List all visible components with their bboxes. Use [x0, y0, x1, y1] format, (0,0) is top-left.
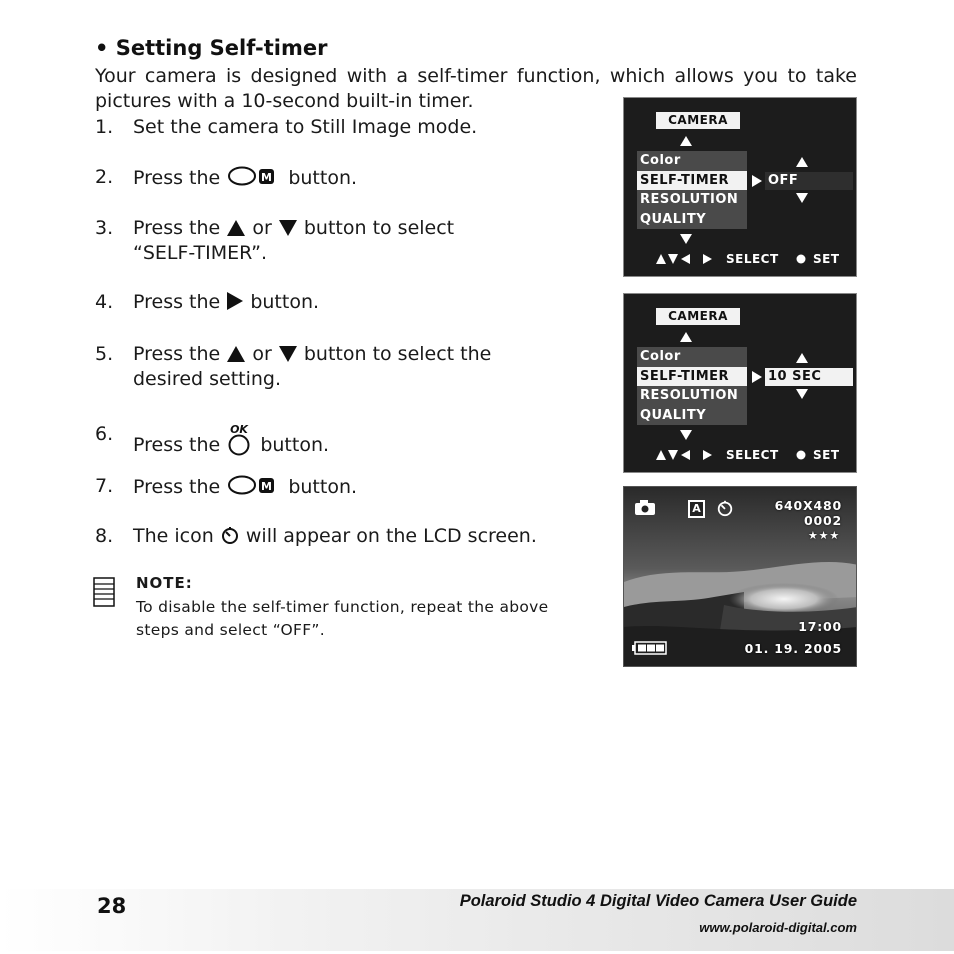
step-text: desired setting. [133, 368, 282, 390]
menu-item-quality: QUALITY [640, 211, 707, 227]
date-readout: 01. 19. 2005 [744, 641, 842, 656]
step-number: 6. [95, 423, 114, 445]
section-title: • Setting Self-timer [95, 36, 328, 60]
ok-button-icon [226, 422, 254, 456]
down-arrow-icon [680, 234, 692, 244]
down-arrow-icon [278, 219, 298, 237]
step-text: or [252, 217, 272, 239]
step-number: 7. [95, 475, 114, 497]
lcd-photo-preview [623, 486, 857, 667]
right-arrow-icon [752, 175, 762, 187]
set-label: SET [813, 252, 840, 266]
select-label: SELECT [726, 252, 779, 266]
step-text: Press the [133, 476, 221, 498]
step-number: 3. [95, 217, 114, 239]
step-text: button. [288, 167, 358, 189]
step-text: button. [250, 291, 320, 313]
menu-button-icon [226, 165, 282, 187]
note-text: To disable the self-timer function, repeat the above steps and select “OFF”. [136, 598, 549, 639]
step-number: 4. [95, 291, 114, 313]
right-arrow-icon [226, 291, 244, 311]
guide-url[interactable]: www.polaroid-digital.com [699, 920, 857, 935]
up-arrow-icon [796, 353, 808, 363]
svg-text:OK: OK [230, 423, 249, 436]
note-heading: NOTE: [136, 574, 193, 592]
down-arrow-icon [796, 389, 808, 399]
down-arrow-icon [796, 193, 808, 203]
step-text: Press the [133, 434, 221, 456]
menu-item-color: Color [640, 153, 681, 168]
lcd-menu-screen-10sec [623, 293, 857, 473]
ok-dot-icon [796, 254, 806, 264]
step-text: button to select [303, 217, 455, 239]
menu-button-icon [226, 474, 282, 496]
down-arrow-icon [680, 430, 692, 440]
guide-title: Polaroid Studio 4 Digital Video Camera User Guide [459, 892, 857, 910]
step-text: Set the camera to Still Image mode. [133, 116, 478, 138]
right-arrow-icon [752, 371, 762, 383]
up-arrow-icon [226, 219, 246, 237]
up-arrow-icon [680, 136, 692, 146]
select-label: SELECT [726, 448, 779, 462]
svg-text:M: M [261, 171, 273, 184]
step-text: Press the [133, 167, 221, 189]
ok-dot-icon [796, 450, 806, 460]
menu-list [637, 151, 747, 229]
menu-list [637, 347, 747, 425]
intro-paragraph: Your camera is designed with a self-timer function, which allows you to take pictures with a 10-second built-in timer. [95, 65, 857, 112]
menu-item-color: Color [640, 349, 681, 364]
note-icon [92, 576, 116, 608]
step-text: Press the [133, 217, 221, 239]
option-value: 10 SEC [765, 368, 853, 386]
step-number: 2. [95, 166, 114, 188]
set-label: SET [813, 448, 840, 462]
resolution-readout: 640X480 [774, 498, 842, 513]
step-text: button. [288, 476, 358, 498]
auto-mode-letter: A [690, 502, 703, 516]
auto-mode-icon [688, 500, 705, 518]
down-arrow-icon [278, 345, 298, 363]
menu-item-self-timer: SELF-TIMER [637, 367, 747, 387]
up-arrow-icon [226, 345, 246, 363]
step-text: will appear on the LCD screen. [245, 525, 537, 547]
menu-item-self-timer: SELF-TIMER [637, 171, 747, 191]
self-timer-icon [220, 525, 240, 545]
step-number: 5. [95, 343, 114, 365]
up-arrow-icon [796, 157, 808, 167]
step-text: “SELF-TIMER”. [133, 242, 268, 264]
step-text: or [252, 343, 272, 365]
step-text: Press the [133, 343, 221, 365]
step-number: 8. [95, 525, 114, 547]
camera-mode-icon [634, 500, 656, 516]
navigation-arrows-icon [656, 449, 716, 461]
quality-stars: ★★★ [808, 529, 840, 542]
step-text: button to select the [303, 343, 492, 365]
up-arrow-icon [680, 332, 692, 342]
self-timer-icon [716, 499, 734, 517]
menu-item-quality: QUALITY [640, 407, 707, 423]
page-number: 28 [97, 894, 127, 918]
battery-icon [632, 641, 668, 655]
svg-text:M: M [261, 480, 273, 493]
navigation-arrows-icon [656, 253, 716, 265]
menu-tab-camera: CAMERA [656, 308, 740, 325]
lcd-menu-screen-off [623, 97, 857, 277]
step-number: 1. [95, 116, 114, 138]
menu-item-resolution: RESOLUTION [640, 192, 739, 207]
option-value: OFF [765, 172, 853, 190]
step-text: button. [260, 434, 330, 456]
step-text: Press the [133, 291, 221, 313]
shot-counter: 0002 [804, 513, 842, 528]
time-readout: 17:00 [798, 619, 842, 634]
menu-tab-camera: CAMERA [656, 112, 740, 129]
menu-item-resolution: RESOLUTION [640, 388, 739, 403]
step-text: The icon [133, 525, 214, 547]
